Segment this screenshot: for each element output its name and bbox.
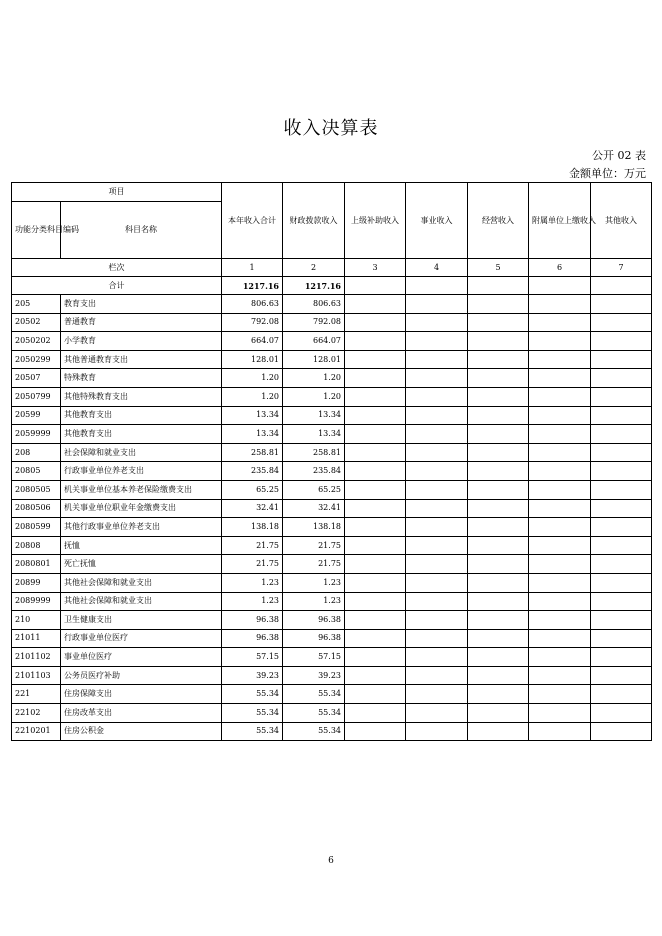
empty-cell: [529, 350, 591, 369]
table-row: [12, 313, 652, 332]
empty-cell: [406, 611, 468, 630]
empty-cell: [591, 480, 652, 499]
row-total: 96.38: [222, 611, 283, 630]
row-fiscal: 235.84: [283, 462, 345, 481]
header-operating: 经营收入: [468, 183, 529, 259]
empty-cell: [345, 350, 406, 369]
row-fiscal: 138.18: [283, 518, 345, 537]
empty-cell: [406, 555, 468, 574]
empty-cell: [468, 555, 529, 574]
empty-cell: [406, 369, 468, 388]
row-code: 2101102: [12, 648, 61, 667]
empty-cell: [591, 722, 652, 741]
empty-cell: [468, 406, 529, 425]
empty-cell: [345, 295, 406, 314]
row-code: 2050299: [12, 350, 61, 369]
empty-cell: [591, 350, 652, 369]
row-name: 其他社会保障和就业支出: [61, 592, 222, 611]
row-code: 21011: [12, 629, 61, 648]
index-col: 7: [591, 259, 652, 277]
empty-cell: [345, 666, 406, 685]
row-code: 2080505: [12, 480, 61, 499]
row-fiscal: 806.63: [283, 295, 345, 314]
empty-cell: [591, 295, 652, 314]
table-row: [12, 592, 652, 611]
table-row: [12, 573, 652, 592]
row-fiscal: 792.08: [283, 313, 345, 332]
row-code: 2050202: [12, 332, 61, 351]
row-name: 住房保障支出: [61, 685, 222, 704]
empty-cell: [345, 499, 406, 518]
row-code: 2080801: [12, 555, 61, 574]
empty-cell: [345, 573, 406, 592]
row-fiscal: 96.38: [283, 629, 345, 648]
row-total: 55.34: [222, 685, 283, 704]
row-code: 20599: [12, 406, 61, 425]
empty-cell: [406, 592, 468, 611]
empty-cell: [529, 573, 591, 592]
empty-cell: [591, 425, 652, 444]
empty-cell: [591, 611, 652, 630]
empty-cell: [468, 443, 529, 462]
empty-cell: [406, 443, 468, 462]
row-name: 机关事业单位基本养老保险缴费支出: [61, 480, 222, 499]
row-code: 20808: [12, 536, 61, 555]
empty-cell: [406, 722, 468, 741]
empty-cell: [345, 592, 406, 611]
row-name: 其他普通教育支出: [61, 350, 222, 369]
empty-cell: [468, 425, 529, 444]
empty-cell: [468, 685, 529, 704]
row-total: 258.81: [222, 443, 283, 462]
empty-cell: [529, 387, 591, 406]
empty-cell: [468, 611, 529, 630]
empty-cell: [406, 536, 468, 555]
row-fiscal: 1.20: [283, 387, 345, 406]
empty-cell: [406, 704, 468, 723]
row-code: 2059999: [12, 425, 61, 444]
row-total: 39.23: [222, 666, 283, 685]
table-row: [12, 611, 652, 630]
row-code: 2080599: [12, 518, 61, 537]
empty-cell: [468, 369, 529, 388]
empty-cell: [406, 685, 468, 704]
empty-cell: [591, 313, 652, 332]
row-total: 138.18: [222, 518, 283, 537]
income-table: [11, 182, 652, 741]
row-fiscal: 65.25: [283, 480, 345, 499]
empty-cell: [406, 518, 468, 537]
index-label: 栏次: [12, 259, 222, 277]
empty-cell: [345, 555, 406, 574]
empty-cell: [345, 425, 406, 444]
empty-cell: [406, 277, 468, 295]
table-row: [12, 295, 652, 314]
empty-cell: [529, 536, 591, 555]
empty-cell: [345, 629, 406, 648]
header-other: 其他收入: [591, 183, 652, 259]
row-fiscal: 55.34: [283, 704, 345, 723]
table-row: [12, 629, 652, 648]
row-code: 20899: [12, 573, 61, 592]
row-name: 抚恤: [61, 536, 222, 555]
row-code: 22102: [12, 704, 61, 723]
row-fiscal: 664.07: [283, 332, 345, 351]
empty-cell: [345, 387, 406, 406]
empty-cell: [468, 350, 529, 369]
header-fiscal: 财政拨款收入: [283, 183, 345, 259]
row-code: 20805: [12, 462, 61, 481]
empty-cell: [468, 573, 529, 592]
empty-cell: [468, 277, 529, 295]
row-total: 235.84: [222, 462, 283, 481]
row-total: 664.07: [222, 332, 283, 351]
row-code: 2089999: [12, 592, 61, 611]
empty-cell: [591, 629, 652, 648]
row-total: 13.34: [222, 406, 283, 425]
row-code: 205: [12, 295, 61, 314]
empty-cell: [529, 555, 591, 574]
empty-cell: [591, 443, 652, 462]
row-total: 1.20: [222, 387, 283, 406]
empty-cell: [529, 332, 591, 351]
table-row: [12, 480, 652, 499]
row-fiscal: 1.20: [283, 369, 345, 388]
empty-cell: [468, 722, 529, 741]
empty-cell: [591, 685, 652, 704]
table-row: [12, 369, 652, 388]
empty-cell: [591, 462, 652, 481]
empty-cell: [591, 499, 652, 518]
empty-cell: [529, 499, 591, 518]
total-label: 合计: [12, 277, 222, 295]
empty-cell: [529, 369, 591, 388]
row-name: 教育支出: [61, 295, 222, 314]
empty-cell: [529, 722, 591, 741]
total-amount: 1217.16: [222, 277, 283, 295]
empty-cell: [591, 536, 652, 555]
row-code: 210: [12, 611, 61, 630]
header-superior: 上级补助收入: [345, 183, 406, 259]
row-name: 社会保障和就业支出: [61, 443, 222, 462]
empty-cell: [529, 518, 591, 537]
table-row: [12, 462, 652, 481]
row-total: 806.63: [222, 295, 283, 314]
table-code: 公开 02 表: [592, 149, 646, 162]
empty-cell: [345, 406, 406, 425]
page-title: 收入决算表: [283, 118, 379, 139]
empty-cell: [468, 295, 529, 314]
row-total: 55.34: [222, 722, 283, 741]
empty-cell: [406, 350, 468, 369]
row-fiscal: 55.34: [283, 685, 345, 704]
header-affiliated: 附属单位上缴收入: [529, 183, 591, 259]
empty-cell: [529, 443, 591, 462]
row-total: 55.34: [222, 704, 283, 723]
total-fiscal: 1217.16: [283, 277, 345, 295]
empty-cell: [591, 277, 652, 295]
table-row: [12, 666, 652, 685]
row-total: 1.23: [222, 592, 283, 611]
row-fiscal: 13.34: [283, 406, 345, 425]
row-code: 20502: [12, 313, 61, 332]
empty-cell: [591, 332, 652, 351]
empty-cell: [468, 518, 529, 537]
table-row: [12, 722, 652, 741]
table-row: [12, 704, 652, 723]
index-col: 6: [529, 259, 591, 277]
empty-cell: [468, 704, 529, 723]
row-name: 其他社会保障和就业支出: [61, 573, 222, 592]
header-total: 本年收入合计: [222, 183, 283, 259]
row-name: 机关事业单位职业年金缴费支出: [61, 499, 222, 518]
row-total: 57.15: [222, 648, 283, 667]
row-name: 其他教育支出: [61, 425, 222, 444]
row-fiscal: 1.23: [283, 592, 345, 611]
row-name: 小学教育: [61, 332, 222, 351]
row-fiscal: 96.38: [283, 611, 345, 630]
empty-cell: [406, 573, 468, 592]
header-project: 项目: [12, 183, 222, 202]
row-fiscal: 1.23: [283, 573, 345, 592]
table-row: [12, 685, 652, 704]
empty-cell: [529, 295, 591, 314]
empty-cell: [406, 425, 468, 444]
empty-cell: [468, 462, 529, 481]
row-code: 221: [12, 685, 61, 704]
empty-cell: [345, 480, 406, 499]
empty-cell: [345, 277, 406, 295]
empty-cell: [345, 369, 406, 388]
empty-cell: [591, 666, 652, 685]
empty-cell: [529, 277, 591, 295]
page-number: 6: [328, 856, 334, 866]
row-name: 行政事业单位养老支出: [61, 462, 222, 481]
table-row: [12, 425, 652, 444]
empty-cell: [529, 629, 591, 648]
header-career: 事业收入: [406, 183, 468, 259]
empty-cell: [345, 648, 406, 667]
empty-cell: [345, 536, 406, 555]
empty-cell: [468, 629, 529, 648]
empty-cell: [345, 313, 406, 332]
empty-cell: [406, 387, 468, 406]
row-fiscal: 13.34: [283, 425, 345, 444]
row-code: 208: [12, 443, 61, 462]
table-row: [12, 350, 652, 369]
empty-cell: [591, 369, 652, 388]
empty-cell: [406, 332, 468, 351]
empty-cell: [591, 406, 652, 425]
index-col: 3: [345, 259, 406, 277]
row-total: 32.41: [222, 499, 283, 518]
empty-cell: [591, 555, 652, 574]
row-name: 死亡抚恤: [61, 555, 222, 574]
empty-cell: [468, 666, 529, 685]
empty-cell: [591, 648, 652, 667]
row-total: 1.23: [222, 573, 283, 592]
row-name: 卫生健康支出: [61, 611, 222, 630]
index-col: 1: [222, 259, 283, 277]
empty-cell: [529, 313, 591, 332]
empty-cell: [529, 666, 591, 685]
row-fiscal: 258.81: [283, 443, 345, 462]
empty-cell: [468, 332, 529, 351]
row-code: 2080506: [12, 499, 61, 518]
empty-cell: [468, 536, 529, 555]
empty-cell: [468, 387, 529, 406]
row-fiscal: 21.75: [283, 555, 345, 574]
table-row: [12, 499, 652, 518]
empty-cell: [468, 648, 529, 667]
row-code: 20507: [12, 369, 61, 388]
row-total: 65.25: [222, 480, 283, 499]
table-row: [12, 555, 652, 574]
row-name: 其他教育支出: [61, 406, 222, 425]
empty-cell: [468, 499, 529, 518]
empty-cell: [406, 648, 468, 667]
row-total: 1.20: [222, 369, 283, 388]
empty-cell: [591, 518, 652, 537]
empty-cell: [591, 704, 652, 723]
row-name: 其他特殊教育支出: [61, 387, 222, 406]
empty-cell: [529, 480, 591, 499]
empty-cell: [529, 462, 591, 481]
row-name: 行政事业单位医疗: [61, 629, 222, 648]
index-col: 4: [406, 259, 468, 277]
empty-cell: [345, 704, 406, 723]
row-fiscal: 128.01: [283, 350, 345, 369]
empty-cell: [406, 480, 468, 499]
empty-cell: [529, 611, 591, 630]
index-col: 2: [283, 259, 345, 277]
empty-cell: [406, 666, 468, 685]
table-row: [12, 387, 652, 406]
row-fiscal: 57.15: [283, 648, 345, 667]
empty-cell: [345, 443, 406, 462]
header-code: 功能分类科目编码: [12, 202, 61, 259]
empty-cell: [468, 480, 529, 499]
empty-cell: [529, 648, 591, 667]
empty-cell: [345, 685, 406, 704]
row-code: 2210201: [12, 722, 61, 741]
row-total: 13.34: [222, 425, 283, 444]
empty-cell: [345, 518, 406, 537]
header-name: 科目名称: [61, 202, 222, 259]
empty-cell: [468, 592, 529, 611]
table-row: [12, 518, 652, 537]
row-name: 普通教育: [61, 313, 222, 332]
empty-cell: [529, 592, 591, 611]
index-col: 5: [468, 259, 529, 277]
empty-cell: [529, 406, 591, 425]
row-total: 792.08: [222, 313, 283, 332]
empty-cell: [345, 722, 406, 741]
empty-cell: [406, 629, 468, 648]
empty-cell: [591, 387, 652, 406]
empty-cell: [529, 704, 591, 723]
empty-cell: [406, 462, 468, 481]
empty-cell: [345, 462, 406, 481]
row-name: 公务员医疗补助: [61, 666, 222, 685]
table-row: [12, 332, 652, 351]
row-total: 96.38: [222, 629, 283, 648]
row-fiscal: 21.75: [283, 536, 345, 555]
unit-label: 金额单位：万元: [569, 167, 646, 180]
row-code: 2101103: [12, 666, 61, 685]
row-fiscal: 39.23: [283, 666, 345, 685]
row-name: 其他行政事业单位养老支出: [61, 518, 222, 537]
row-total: 128.01: [222, 350, 283, 369]
empty-cell: [406, 295, 468, 314]
empty-cell: [591, 573, 652, 592]
empty-cell: [345, 332, 406, 351]
row-name: 住房公积金: [61, 722, 222, 741]
empty-cell: [591, 592, 652, 611]
empty-cell: [406, 313, 468, 332]
row-name: 特殊教育: [61, 369, 222, 388]
empty-cell: [468, 313, 529, 332]
row-name: 事业单位医疗: [61, 648, 222, 667]
table-row: [12, 648, 652, 667]
row-code: 2050799: [12, 387, 61, 406]
empty-cell: [529, 685, 591, 704]
empty-cell: [345, 611, 406, 630]
row-fiscal: 55.34: [283, 722, 345, 741]
empty-cell: [406, 499, 468, 518]
empty-cell: [406, 406, 468, 425]
row-name: 住房改革支出: [61, 704, 222, 723]
row-total: 21.75: [222, 536, 283, 555]
row-total: 21.75: [222, 555, 283, 574]
table-row: [12, 536, 652, 555]
table-row: [12, 406, 652, 425]
row-fiscal: 32.41: [283, 499, 345, 518]
table-row: [12, 443, 652, 462]
empty-cell: [529, 425, 591, 444]
